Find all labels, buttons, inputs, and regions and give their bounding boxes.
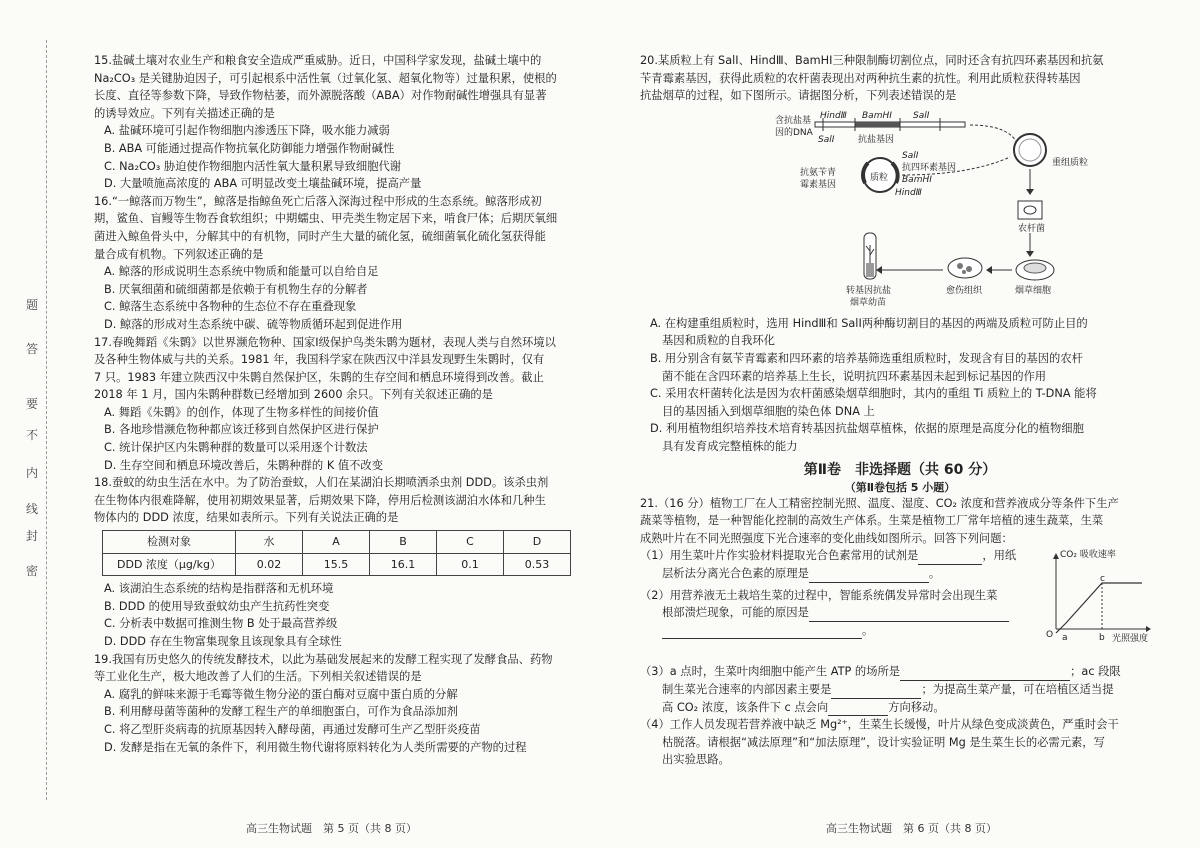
question-17 — [94, 334, 572, 475]
question-line: 菌进入鲸鱼骨头中，分解其中的有机物，同时产生大量的硫化氢，硫细菌氧化硫化氢获得能 — [94, 229, 546, 243]
margin-char: 要 — [26, 397, 39, 411]
answer-blank[interactable] — [828, 702, 888, 716]
plasmid-hind-label: HindⅢ — [895, 187, 922, 198]
plasmid-sal-label: SalⅠ — [902, 150, 919, 161]
tet-gene-label: 抗四环素基因 — [902, 162, 957, 173]
table-header-cell: A — [303, 531, 370, 554]
option-a: A. 鲸落的形成说明生态系统中物质和能量可以自给自足 — [104, 265, 379, 279]
option-a: A. 腐乳的鲜味来源于毛霉等微生物分泌的蛋白酶对豆腐中蛋白质的分解 — [104, 687, 458, 701]
option-b: B. 各地珍惜濒危物种都应该迁移到自然保护区进行保护 — [104, 423, 379, 437]
part-2-text: 根部溃烂现象，可能的原因是 — [662, 606, 809, 620]
table-cell: 0.53 — [504, 553, 571, 576]
table-cell: 0.1 — [437, 553, 504, 576]
part-3-text: 制生菜光合速率的内部因素主要是 — [662, 682, 832, 696]
option-c: C. 鲸落生态系统中各物种的生态位不存在重叠现象 — [104, 300, 357, 314]
graph-xlabel: 光照强度 — [1112, 634, 1149, 645]
answer-blank[interactable] — [918, 551, 982, 565]
option-b: B. 厌氧细菌和硫细菌都是依赖于有机物生存的分解者 — [104, 282, 368, 296]
arrowhead — [1026, 251, 1034, 257]
page-footer: 高三生物试题 第 5 页（共 8 页） — [246, 822, 417, 835]
option-c: C. 采用农杆菌转化法是因为农杆菌感染烟草细胞时，其内的重组 Ti 质粒上的 T-DNA 能将 — [650, 387, 1097, 401]
part-4-line: 枯脱落。请根据“减法原理”和“加法原理”，设计实验证明 Mg 是生菜生长的必需元素，写 — [662, 735, 1105, 749]
culture-medium — [866, 263, 874, 277]
option-a: A. 盐碱环境可引起作物细胞内渗透压下降，吸水能力减弱 — [104, 124, 390, 138]
option-a: A. 该湖泊生态系统的结构是指群落和无机环境 — [104, 582, 334, 596]
margin-char: 线 — [26, 502, 39, 516]
option-d: D. 鲸落的形成对生态系统中碳、硫等物质循环起到促进作用 — [104, 317, 403, 331]
section-title: 第Ⅱ卷 非选择题（共 60 分） — [803, 461, 997, 478]
part-3-line — [640, 699, 1160, 717]
option-d: D. 生存空间和栖息环境改善后，朱鹮种群的 K 值不改变 — [104, 458, 384, 472]
part-3-text: 方向移动。 — [888, 700, 945, 714]
question-line: 15.盐碱土壤对农业生产和粮食安全造成严重威胁。近日，中国科学家发现，盐碱土壤中的 — [94, 54, 542, 67]
graph-ylabel: CO₂ 吸收速率 — [1060, 550, 1116, 561]
left-column — [94, 52, 572, 756]
option-a-cont: 基因和质粒的自我环化 — [662, 334, 775, 348]
graph-origin: O — [1046, 630, 1054, 641]
part-3-text: 高 CO₂ 浓度，该条件下 c 点会向 — [662, 700, 829, 714]
table-header-cell: D — [504, 531, 571, 554]
callus-dot — [957, 263, 963, 269]
question-line: 抗盐烟草的过程，如下图所示。请据图分析，下列表述错误的是 — [640, 89, 957, 103]
question-line: Na₂CO₃ 是关键胁迫因子，可引起根系中活性氧（过氧化氢、超氧化物等）过量积累，使根的 — [94, 71, 557, 85]
table-header-row — [103, 531, 571, 554]
margin-char: 答 — [26, 342, 39, 356]
question-line: 17.春晚舞蹈《朱鹮》以世界濒危物种、国家Ⅰ级保护鸟类朱鹮为题材，表现人类与自然环境以 — [94, 335, 556, 349]
part-1-text: ，用纸 — [982, 549, 1017, 563]
question-line: 2018 年 1 月，国内朱鹮种群数已经增加到 2600 余只。下列有关叙述正确的是 — [94, 388, 493, 402]
question-line: 期，鲨鱼、盲鳗等生物吞食软组织；中期蠕虫、甲壳类生物定居下来，啃食尸体；后期厌氧细 — [94, 212, 558, 226]
dna-label: 因的DNA — [775, 127, 813, 138]
site-bam-label: BamHⅠ — [862, 110, 892, 121]
answer-blank[interactable] — [809, 569, 929, 583]
arrow-to-recombinant — [970, 125, 1018, 145]
right-page — [600, 0, 1200, 848]
question-20 — [640, 52, 1160, 456]
agrobacterium-label: 农杆菌 — [1018, 223, 1046, 234]
table-cell: 15.5 — [303, 553, 370, 576]
diagram-graphics — [640, 105, 1160, 315]
amp-gene-label: 抗氨苄青 — [800, 167, 837, 178]
graph-point-c: c — [1100, 574, 1105, 585]
table-header-cell: C — [437, 531, 504, 554]
option-a: A. 在构建重组质粒时，选用 HindⅢ和 SalⅠ两种酶切割目的基因的两端及质粒可防止目的 — [650, 316, 1088, 330]
option-d: D. 利用植物组织培养技术培育转基因抗盐烟草植株，依据的原理是高度分化的植物细胞 — [650, 422, 1084, 436]
arrowhead — [1026, 189, 1034, 195]
part-4-line: 出实验思路。 — [662, 753, 730, 767]
question-line: 及各种生物体威与共的关系。1981 年，我国科学家在陕西汉中洋县发现野生朱鹮时，仅有 — [94, 353, 545, 367]
part-1-text: 层析法分离光合色素的原理是 — [662, 566, 809, 580]
question-line: 20.某质粒上有 SalⅠ、HindⅢ、BamHⅠ三种限制酶切割位点，同时还含有抗四环素基因和抗氨 — [640, 54, 1104, 67]
ddd-table — [102, 530, 571, 576]
question-line: 成熟叶片在不同光照强度下光合速率的变化曲线如图所示。回答下列问题： — [640, 531, 1013, 545]
table-header-cell: B — [370, 531, 437, 554]
question-line: 的诱导效应。下列有关描述正确的是 — [94, 106, 275, 120]
part-3-line — [640, 681, 1160, 699]
option-c: C. Na₂CO₃ 胁迫使作物细胞内活性氧大量积累导致细胞代谢 — [104, 159, 402, 173]
section-subtitle: （第Ⅱ卷包括 5 小题） — [844, 480, 956, 494]
plasmid-label: 质粒 — [870, 172, 889, 183]
part-3-text: （3）a 点时，生菜叶肉细胞中能产生 ATP 的场所是 — [640, 665, 901, 679]
part-1-line: 层析法分离光合色素的原理是 。 — [640, 565, 1160, 583]
table-row — [103, 553, 571, 576]
answer-blank[interactable] — [900, 667, 1070, 681]
table-row-label: DDD 浓度（μg/kg） — [103, 553, 236, 576]
question-18 — [94, 474, 572, 650]
amp-gene-label: 霉素基因 — [800, 179, 837, 190]
option-b: B. DDD 的使用导致蚕蚊幼虫产生抗药性突变 — [104, 599, 330, 613]
question-15 — [94, 52, 572, 193]
arrowhead — [876, 266, 882, 274]
question-21 — [640, 495, 1160, 769]
answer-blank[interactable] — [662, 625, 862, 639]
recombinant-label: 重组质粒 — [1052, 157, 1089, 168]
question-line: 等工业化生产，极大地改善了人们的生活。下列相关叙述错误的是 — [94, 670, 422, 684]
option-a: A. 舞蹈《朱鹮》的创作，体现了生物多样性的间接价值 — [104, 405, 379, 419]
option-c: C. 分析表中数据可推测生物 B 处于最高营养级 — [104, 617, 338, 631]
question-line: 蔬菜等植物，是一种智能化控制的高效生产体系。生菜是植物工厂常年培植的速生蔬菜，生菜 — [640, 514, 1104, 528]
question-line: 16.“一鲸落而万物生”，鲸落是指鲸鱼死亡后落入深海过程中形成的生态系统。鲸落形成初 — [94, 194, 542, 208]
option-d: D. DDD 存在生物富集现象且该现象具有全球性 — [104, 635, 342, 648]
callus-dish — [948, 258, 982, 278]
margin-char: 内 — [26, 466, 39, 480]
agrobacterium-cell — [1024, 206, 1036, 214]
table-header-cell: 检测对象 — [103, 531, 236, 554]
option-b: B. ABA 可能通过提高作物抗氧化防御能力增强作物耐碱性 — [104, 141, 395, 155]
page-footer: 高三生物试题 第 6 页（共 8 页） — [826, 822, 997, 835]
question-line: 长度、直径等参数下降，导致作物枯萎，而外源脱落酸（ABA）对作物耐碱性增强具有显著 — [94, 89, 547, 103]
callus-dot — [966, 266, 972, 272]
right-column — [640, 52, 1160, 769]
dna-label: 含抗盐基 — [775, 115, 812, 126]
table-header-cell: 水 — [236, 531, 303, 554]
option-c-cont: 目的基因插入到烟草细胞的染色体 DNA 上 — [662, 404, 875, 418]
margin-char: 封 — [26, 529, 39, 543]
part-3-line — [640, 663, 1160, 681]
callus-label: 愈伤组织 — [946, 285, 983, 296]
question-line: 21.（16 分）植物工厂在人工精密控制光照、温度、湿度、CO₂ 浓度和营养液成分等条件下生产 — [640, 496, 1119, 510]
site-sal-label: SalⅠ — [913, 110, 930, 121]
graph-point-a: a — [1062, 633, 1068, 644]
q21-parts-1-2 — [640, 547, 1160, 653]
part-4-line: （4）工作人员发现若营养液中缺乏 Mg²⁺，生菜生长缓慢，叶片从绿色变成淡黄色，严重时会干 — [640, 718, 1119, 732]
callus-dot — [962, 270, 966, 274]
option-b: B. 用分别含有氨苄青霉素和四环素的培养基筛选重组质粒时，发现含有目的基因的农杆 — [650, 351, 1083, 365]
part-3-text: ；为提高生菜产量，可在培植区适当提 — [921, 682, 1114, 696]
part-2-line: （2）用营养液无土栽培生菜的过程中，智能系统偶发异常时会出现生菜 — [640, 588, 998, 602]
question-line: 19.我国有历史悠久的传统发酵技术，以此为基础发展起来的发酵工程实现了发酵食品、药物 — [94, 652, 553, 666]
table-cell: 0.02 — [236, 553, 303, 576]
tobacco-cell-label: 烟草细胞 — [1015, 285, 1052, 296]
site-sal-bottom-label: SalⅠ — [818, 134, 835, 145]
seedling-label: 烟草幼苗 — [850, 297, 887, 308]
question-16 — [94, 193, 572, 334]
option-c: C. 统计保护区内朱鹮种群的数量可以采用逐个计数法 — [104, 441, 368, 455]
question-19 — [94, 651, 572, 757]
option-d-cont: 具有发育成完整植株的能力 — [662, 439, 798, 453]
part-3-text: ；ac 段限 — [1070, 665, 1121, 679]
question-line: 18.蚕蚊的幼虫生活在水中。为了防治蚕蚊，人们在某湖泊长期喷洒杀虫剂 DDD。该杀虫剂 — [94, 476, 549, 490]
question-line: 在生物体内很难降解，使用初期效果显著，后期效果下降，停用后检测该湖泊水体和几种生 — [94, 493, 546, 507]
option-b: B. 利用酵母菌等菌种的发酵工程生产的单细胞蛋白，可作为食品添加剂 — [104, 705, 458, 719]
question-line: 7 只。1983 年建立陕西汉中朱鹮自然保护区，朱鹮的生存空间和栖息环境得到改善。截止 — [94, 370, 544, 384]
margin-char: 题 — [26, 298, 39, 312]
answer-blank[interactable] — [809, 608, 1009, 622]
binding-line — [46, 40, 47, 800]
co2-curve — [1056, 583, 1142, 633]
graph-point-b: b — [1099, 633, 1105, 644]
option-d: D. 大量喷施高浓度的 ABA 可明显改变土壤盐碱环境，提高产量 — [104, 177, 422, 191]
margin-char: 密 — [26, 564, 39, 578]
option-d: D. 发酵是指在无氧的条件下，利用微生物代谢将原料转化为人类所需要的产物的过程 — [104, 740, 527, 754]
margin-char: 不 — [26, 428, 39, 442]
seedling-label: 转基因抗盐 — [846, 285, 892, 296]
part-1-text: （1）用生菜叶片作实验材料提取光合色素常用的试剂是 — [640, 549, 919, 563]
arrowhead — [986, 266, 992, 274]
plasmid-bam-label: BamHⅠ — [902, 174, 932, 185]
tobacco-cells — [1024, 263, 1046, 273]
question-line: 物体内的 DDD 浓度，结果如表所示。下列有关说法正确的是 — [94, 511, 399, 525]
answer-blank[interactable] — [831, 685, 921, 699]
question-line: 苄青霉素基因，获得此质粒的农杆菌表现出对两种抗生素的抗性。利用此质粒获得转基因 — [640, 71, 1081, 85]
option-b-cont: 菌不能在含四环素的培养基上生长，说明抗四环素基因未起到标记基因的作用 — [662, 369, 1047, 383]
transgenic-diagram — [640, 105, 1160, 315]
question-line: 量合成有机物。下列叙述正确的是 — [94, 247, 264, 261]
table-cell: 16.1 — [370, 553, 437, 576]
option-c: C. 将乙型肝炎病毒的抗原基因转入酵母菌，再通过发酵可生产乙型肝炎疫苗 — [104, 722, 481, 736]
site-hind-label: HindⅢ — [820, 110, 847, 121]
co2-graph — [1042, 547, 1152, 645]
part-2-line: 。 — [640, 622, 1160, 640]
y-axis-arrow — [1053, 553, 1059, 559]
salt-gene-label: 抗盐基因 — [858, 134, 895, 145]
